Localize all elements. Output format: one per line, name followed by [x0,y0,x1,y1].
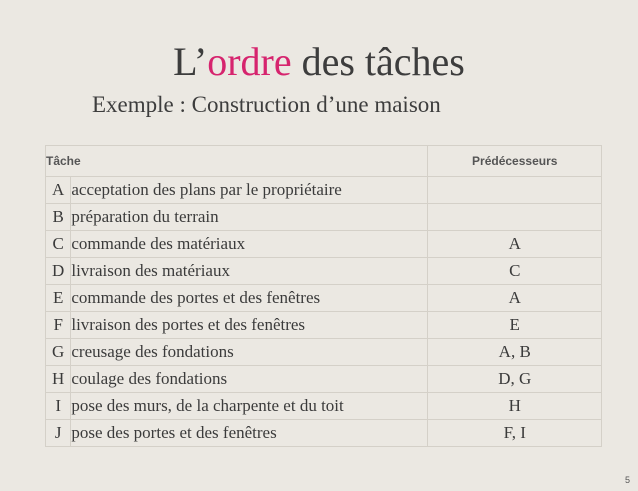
task-predecessors: H [428,393,602,420]
title-suffix: des tâches [291,39,465,84]
task-description: acceptation des plans par le propriétaire [71,177,428,204]
task-table [45,145,602,447]
task-letter: E [46,285,71,312]
table-row [46,177,602,204]
table-row [46,258,602,285]
task-description: pose des portes et des fenêtres [71,420,428,447]
task-predecessors: D, G [428,366,602,393]
task-predecessors: A [428,231,602,258]
table-body [46,177,602,447]
task-predecessors: C [428,258,602,285]
task-description: commande des portes et des fenêtres [71,285,428,312]
task-predecessors [428,204,602,231]
task-letter: I [46,393,71,420]
task-predecessors [428,177,602,204]
table-row [46,231,602,258]
table-row [46,339,602,366]
subtitle: Exemple : Construction d’une maison [92,92,441,117]
table-header-row [46,146,602,177]
task-description: préparation du terrain [71,204,428,231]
task-letter: B [46,204,71,231]
task-description: livraison des matériaux [71,258,428,285]
task-letter: F [46,312,71,339]
task-letter: A [46,177,71,204]
title-accent: ordre [207,39,292,84]
task-description: livraison des portes et des fenêtres [71,312,428,339]
task-predecessors: F, I [428,420,602,447]
page-title [0,38,638,86]
header-predecessors: Prédécesseurs [428,146,602,177]
task-letter: D [46,258,71,285]
table-row [46,366,602,393]
task-description: creusage des fondations [71,339,428,366]
table-row [46,285,602,312]
table-row [46,393,602,420]
task-description: pose des murs, de la charpente et du toit [71,393,428,420]
task-predecessors: E [428,312,602,339]
task-predecessors: A [428,285,602,312]
task-predecessors: A, B [428,339,602,366]
header-task: Tâche [46,146,428,177]
task-letter: H [46,366,71,393]
task-description: commande des matériaux [71,231,428,258]
table-row [46,420,602,447]
page-number: 5 [624,475,630,485]
title-prefix: L’ [173,39,208,84]
task-description: coulage des fondations [71,366,428,393]
task-letter: G [46,339,71,366]
task-letter: J [46,420,71,447]
table-row [46,312,602,339]
task-letter: C [46,231,71,258]
table-row [46,204,602,231]
